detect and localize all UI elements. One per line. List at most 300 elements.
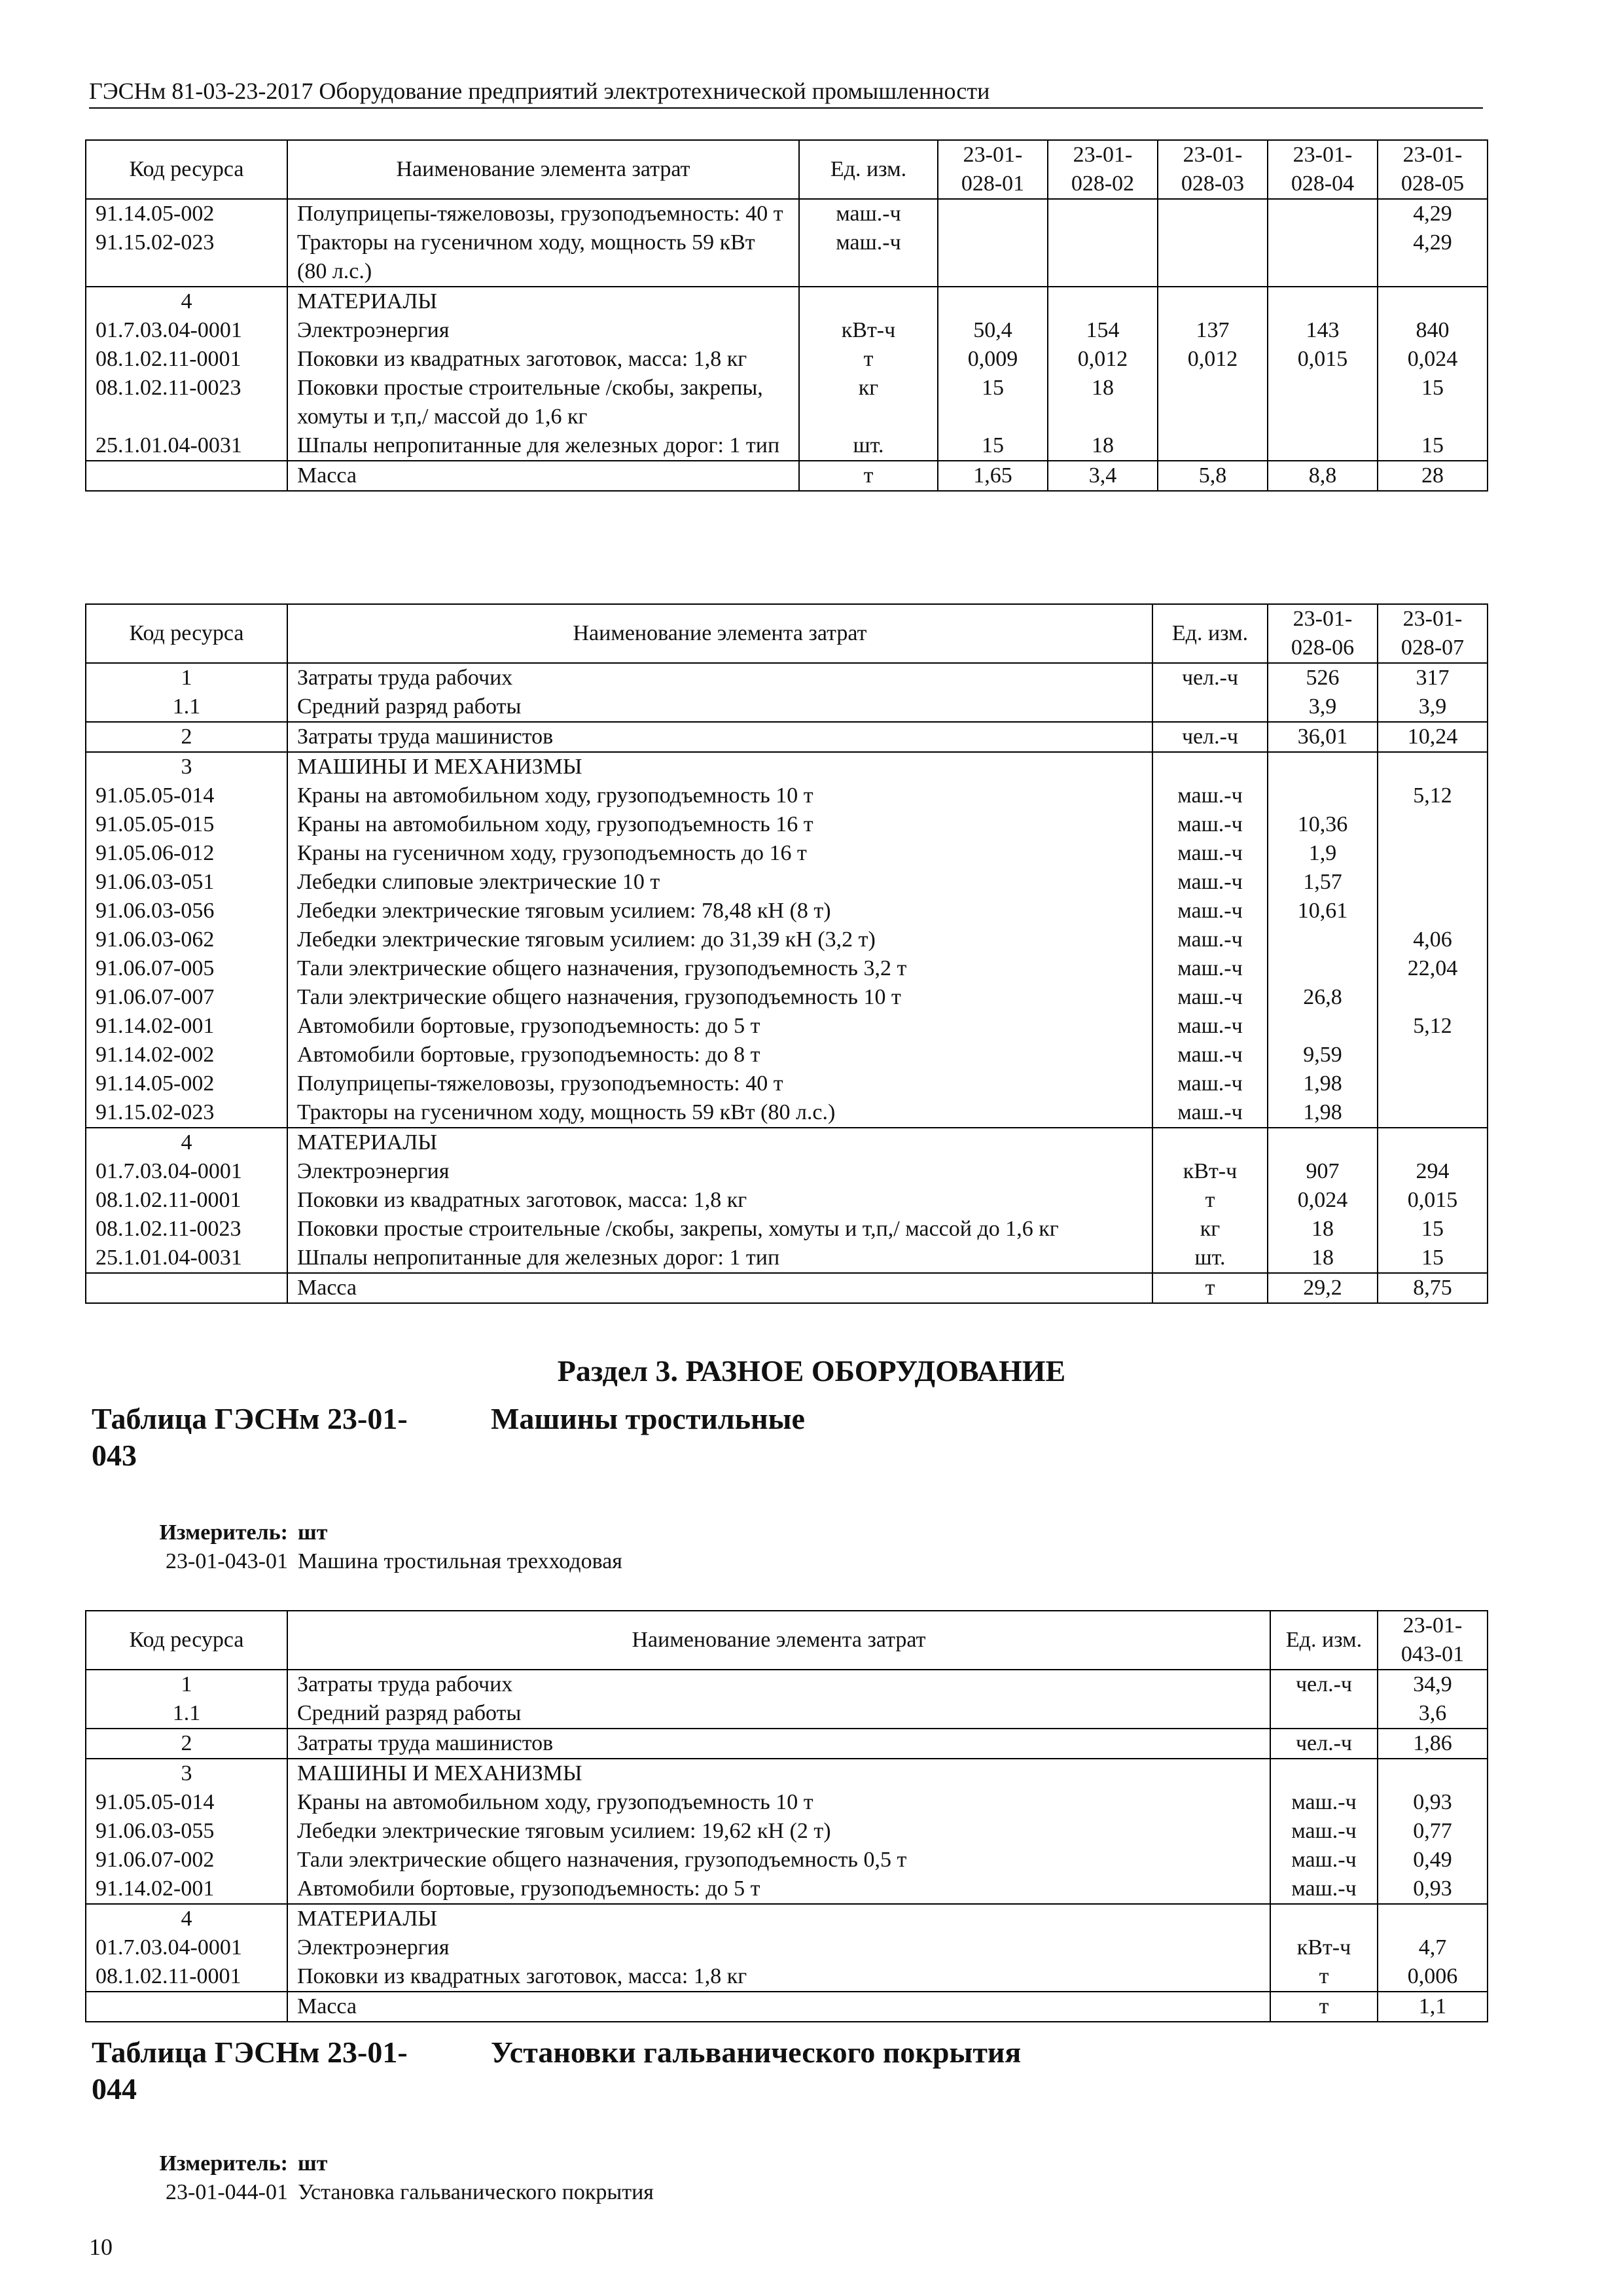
cell-unit: чел.-ч xyxy=(1270,1729,1378,1759)
cell-name: Затраты труда машинистов xyxy=(287,722,1152,752)
cell-code: 1.1 xyxy=(86,1699,287,1729)
cell-code: 3 xyxy=(86,1759,287,1788)
table-row xyxy=(86,1992,1488,2022)
cell-name: Краны на автомобильном ходу, грузоподъемность 16 т xyxy=(287,810,1152,839)
table-number xyxy=(92,1401,458,1474)
machinery-group xyxy=(86,752,1488,1128)
column-header-unit: Ед. изм. xyxy=(1270,1611,1378,1670)
cell-unit xyxy=(1270,1904,1378,1933)
cell-value: 526 xyxy=(1268,663,1378,692)
cell-name: Лебедки электрические тяговым усилием: 19,62 кН (2 т) xyxy=(287,1817,1270,1846)
cell-value: 1,9 xyxy=(1268,839,1378,868)
measure-label: Измеритель: xyxy=(159,2151,288,2176)
cell-unit: маш.-ч xyxy=(1152,810,1268,839)
column-header-unit: Ед. изм. xyxy=(1152,604,1268,663)
table-row xyxy=(86,752,1488,781)
cell-code: 1 xyxy=(86,663,287,692)
cell-code xyxy=(86,1992,287,2022)
cell-value xyxy=(1268,925,1378,954)
cell-value: 0,024 xyxy=(1268,1186,1378,1215)
cell-code: 91.06.03-056 xyxy=(86,897,287,925)
cell-unit: т xyxy=(799,345,938,374)
cell-unit xyxy=(799,287,938,316)
table-row xyxy=(86,228,1488,287)
cell-code: 4 xyxy=(86,1904,287,1933)
cell-unit: маш.-ч xyxy=(799,228,938,287)
cell-value: 1,86 xyxy=(1378,1729,1488,1759)
column-header-norm xyxy=(1158,140,1268,199)
cell-code: 25.1.01.04-0031 xyxy=(86,431,287,461)
cell-unit: маш.-ч xyxy=(799,199,938,228)
cell-unit: чел.-ч xyxy=(1270,1670,1378,1699)
cell-unit: маш.-ч xyxy=(1152,897,1268,925)
cell-value: 5,8 xyxy=(1158,461,1268,491)
cell-name: Электроэнергия xyxy=(287,316,799,345)
cell-code: 91.14.05-002 xyxy=(86,199,287,228)
cell-value: 3,6 xyxy=(1378,1699,1488,1729)
norm-code-part: 028-03 xyxy=(1181,171,1245,196)
materials-group xyxy=(86,1904,1488,1992)
column-header-norm xyxy=(1268,604,1378,663)
measure-block xyxy=(92,2149,288,2207)
cell-name: Поковки из квадратных заготовок, масса: 1,8 кг xyxy=(287,1186,1152,1215)
cell-value xyxy=(1268,228,1378,287)
cell-code: 91.06.03-062 xyxy=(86,925,287,954)
cell-unit: кВт-ч xyxy=(799,316,938,345)
table-row xyxy=(86,1244,1488,1273)
cell-unit: т xyxy=(1152,1186,1268,1215)
cell-code: 4 xyxy=(86,1128,287,1157)
table-row xyxy=(86,374,1488,431)
table-header-row xyxy=(86,604,1488,663)
cell-value: 15 xyxy=(1378,1215,1488,1244)
cell-name: Средний разряд работы xyxy=(287,1699,1270,1729)
cell-code: 91.06.07-002 xyxy=(86,1846,287,1874)
cell-value: 9,59 xyxy=(1268,1041,1378,1069)
cell-code xyxy=(86,1273,287,1303)
cell-unit xyxy=(1152,752,1268,781)
table-028-part-b xyxy=(85,603,1488,1304)
table-row xyxy=(86,692,1488,722)
cell-value xyxy=(1378,868,1488,897)
cell-name: Полуприцепы-тяжеловозы, грузоподъемность: 40 т xyxy=(287,199,799,228)
cell-value xyxy=(1378,983,1488,1012)
column-header-norm xyxy=(1378,604,1488,663)
column-header-name: Наименование элемента затрат xyxy=(287,140,799,199)
table-row xyxy=(86,1874,1488,1904)
cell-value: 0,015 xyxy=(1378,1186,1488,1215)
cell-name: Поковки из квадратных заготовок, масса: 1,8 кг xyxy=(287,1962,1270,1992)
cell-value xyxy=(1378,1128,1488,1157)
mass-group xyxy=(86,461,1488,491)
cell-value: 3,9 xyxy=(1378,692,1488,722)
cell-name: Лебедки электрические тяговым усилием: 78,48 кН (8 т) xyxy=(287,897,1152,925)
cell-value: 5,12 xyxy=(1378,1012,1488,1041)
measure-values xyxy=(298,1518,622,1576)
cell-code: 91.06.03-051 xyxy=(86,868,287,897)
cell-value: 15 xyxy=(938,431,1048,461)
column-header-norm xyxy=(1048,140,1158,199)
cell-code: 91.06.03-055 xyxy=(86,1817,287,1846)
mass-group xyxy=(86,1273,1488,1303)
table-number-line: 043 xyxy=(92,1439,137,1472)
table-row xyxy=(86,199,1488,228)
cell-value: 26,8 xyxy=(1268,983,1378,1012)
norm-code-part: 028-01 xyxy=(961,171,1025,196)
cell-value: 0,49 xyxy=(1378,1846,1488,1874)
cell-value: 143 xyxy=(1268,316,1378,345)
cell-code: 1 xyxy=(86,1670,287,1699)
column-header-code: Код ресурса xyxy=(86,1611,287,1670)
materials-group xyxy=(86,1128,1488,1273)
norm-code-part: 23-01- xyxy=(963,143,1023,167)
cell-value xyxy=(1268,1012,1378,1041)
cell-name: Тали электрические общего назначения, грузоподъемность 10 т xyxy=(287,983,1152,1012)
table-row xyxy=(86,1186,1488,1215)
cell-name: Электроэнергия xyxy=(287,1933,1270,1962)
table-row xyxy=(86,1699,1488,1729)
measure-label: Измеритель: xyxy=(159,1520,288,1545)
cell-name: Затраты труда рабочих xyxy=(287,663,1152,692)
cell-name: Масса xyxy=(287,461,799,491)
cell-code: 08.1.02.11-0023 xyxy=(86,1215,287,1244)
column-header-norm xyxy=(938,140,1048,199)
cell-name: МАТЕРИАЛЫ xyxy=(287,1904,1270,1933)
cell-value: 1,1 xyxy=(1378,1992,1488,2022)
table-row xyxy=(86,1157,1488,1186)
cell-value xyxy=(938,287,1048,316)
table-header-row xyxy=(86,1611,1488,1670)
cell-name: МАШИНЫ И МЕХАНИЗМЫ xyxy=(287,752,1152,781)
cell-value: 18 xyxy=(1268,1244,1378,1273)
cell-value: 1,98 xyxy=(1268,1098,1378,1128)
cell-value xyxy=(1268,752,1378,781)
cell-name: Краны на автомобильном ходу, грузоподъемность 10 т xyxy=(287,1788,1270,1817)
table-row xyxy=(86,810,1488,839)
cell-value: 28 xyxy=(1378,461,1488,491)
cell-code: 4 xyxy=(86,287,287,316)
cell-unit: маш.-ч xyxy=(1152,1012,1268,1041)
cell-unit: кВт-ч xyxy=(1152,1157,1268,1186)
cell-value xyxy=(1378,897,1488,925)
cell-unit: шт. xyxy=(1152,1244,1268,1273)
cell-name: Масса xyxy=(287,1992,1270,2022)
table-row xyxy=(86,1098,1488,1128)
table-row xyxy=(86,1012,1488,1041)
labor-group xyxy=(86,663,1488,752)
cell-name: МАТЕРИАЛЫ xyxy=(287,1128,1152,1157)
cell-unit: т xyxy=(799,461,938,491)
table-row xyxy=(86,1933,1488,1962)
table-row xyxy=(86,1670,1488,1699)
column-header-name: Наименование элемента затрат xyxy=(287,1611,1270,1670)
cell-unit: маш.-ч xyxy=(1270,1846,1378,1874)
cell-name: Краны на гусеничном ходу, грузоподъемность до 16 т xyxy=(287,839,1152,868)
norm-code-part: 028-06 xyxy=(1291,636,1355,660)
cell-code: 2 xyxy=(86,722,287,752)
cell-name: МАШИНЫ И МЕХАНИЗМЫ xyxy=(287,1759,1270,1788)
norm-code-part: 23-01- xyxy=(1293,607,1353,631)
cell-value: 1,65 xyxy=(938,461,1048,491)
table-043 xyxy=(85,1610,1488,2022)
cell-code: 2 xyxy=(86,1729,287,1759)
table-row xyxy=(86,1759,1488,1788)
machinery-group xyxy=(86,199,1488,287)
cell-value: 4,29 xyxy=(1378,228,1488,287)
cell-code: 08.1.02.11-0001 xyxy=(86,345,287,374)
cell-name: Шпалы непропитанные для железных дорог: 1 тип xyxy=(287,431,799,461)
cell-code: 1.1 xyxy=(86,692,287,722)
cell-value: 3,9 xyxy=(1268,692,1378,722)
cell-value xyxy=(1268,374,1378,431)
cell-name: Затраты труда машинистов xyxy=(287,1729,1270,1759)
cell-value: 0,015 xyxy=(1268,345,1378,374)
cell-value xyxy=(938,199,1048,228)
table-028-part-a xyxy=(85,139,1488,492)
cell-unit: маш.-ч xyxy=(1152,954,1268,983)
cell-value: 10,36 xyxy=(1268,810,1378,839)
norm-code-part: 028-05 xyxy=(1400,171,1465,196)
cell-code: 01.7.03.04-0001 xyxy=(86,1157,287,1186)
norm-code-part: 23-01- xyxy=(1073,143,1133,167)
table-row xyxy=(86,722,1488,752)
table-title: Машины тростильные xyxy=(491,1402,805,1435)
cell-value: 317 xyxy=(1378,663,1488,692)
cell-value: 15 xyxy=(1378,1244,1488,1273)
item-name: Машина тростильная трехходовая xyxy=(298,1549,622,1573)
cell-unit: маш.-ч xyxy=(1152,1041,1268,1069)
running-header: ГЭСНм 81-03-23-2017 Оборудование предприятий электротехнической промышленности xyxy=(89,77,1483,109)
cell-code: 91.14.05-002 xyxy=(86,1069,287,1098)
cell-value: 4,7 xyxy=(1378,1933,1488,1962)
cell-unit: маш.-ч xyxy=(1152,781,1268,810)
cell-value: 4,06 xyxy=(1378,925,1488,954)
table-row xyxy=(86,1904,1488,1933)
cell-unit xyxy=(1270,1699,1378,1729)
table-row xyxy=(86,1069,1488,1098)
machinery-group xyxy=(86,1759,1488,1904)
cell-code: 91.15.02-023 xyxy=(86,228,287,287)
cell-value: 1,57 xyxy=(1268,868,1378,897)
cell-code: 91.05.05-015 xyxy=(86,810,287,839)
cell-code: 08.1.02.11-0023 xyxy=(86,374,287,431)
cell-value: 15 xyxy=(938,374,1048,431)
cell-code: 08.1.02.11-0001 xyxy=(86,1186,287,1215)
cell-unit: кВт-ч xyxy=(1270,1933,1378,1962)
cell-value: 0,024 xyxy=(1378,345,1488,374)
norm-code-part: 23-01- xyxy=(1402,607,1463,631)
cell-name: Тали электрические общего назначения, грузоподъемность 0,5 т xyxy=(287,1846,1270,1874)
cell-name: МАТЕРИАЛЫ xyxy=(287,287,799,316)
cell-code: 01.7.03.04-0001 xyxy=(86,1933,287,1962)
cell-name: Поковки простые строительные /скобы, закрепы, хомуты и т,п,/ массой до 1,6 кг xyxy=(287,1215,1152,1244)
table-row xyxy=(86,954,1488,983)
cell-name: Тракторы на гусеничном ходу, мощность 59 кВт (80 л.с.) xyxy=(287,1098,1152,1128)
cell-value xyxy=(938,228,1048,287)
cell-value xyxy=(1378,1904,1488,1933)
table-row xyxy=(86,287,1488,316)
cell-unit: маш.-ч xyxy=(1270,1874,1378,1904)
cell-value xyxy=(1268,287,1378,316)
cell-value: 294 xyxy=(1378,1157,1488,1186)
cell-unit: шт. xyxy=(799,431,938,461)
column-header-norm xyxy=(1378,140,1488,199)
cell-name: Тали электрические общего назначения, грузоподъемность 3,2 т xyxy=(287,954,1152,983)
cell-value: 3,4 xyxy=(1048,461,1158,491)
norm-code-part: 028-07 xyxy=(1400,636,1465,660)
cell-value xyxy=(1378,1041,1488,1069)
cell-value xyxy=(1268,199,1378,228)
cell-value xyxy=(1048,199,1158,228)
cell-value xyxy=(1158,228,1268,287)
cell-name: Полуприцепы-тяжеловозы, грузоподъемность: 40 т xyxy=(287,1069,1152,1098)
table-row xyxy=(86,345,1488,374)
table-row xyxy=(86,431,1488,461)
cell-unit: маш.-ч xyxy=(1152,925,1268,954)
cell-value: 0,012 xyxy=(1048,345,1158,374)
column-header-norm xyxy=(1378,1611,1488,1670)
table-row xyxy=(86,1962,1488,1992)
cell-value xyxy=(1378,752,1488,781)
measure-values xyxy=(298,2149,654,2207)
cell-value: 34,9 xyxy=(1378,1670,1488,1699)
cell-unit xyxy=(1152,1128,1268,1157)
norm-code-part: 028-04 xyxy=(1291,171,1355,196)
cell-value xyxy=(1268,954,1378,983)
table-row xyxy=(86,1846,1488,1874)
cell-name: Автомобили бортовые, грузоподъемность: до 5 т xyxy=(287,1874,1270,1904)
cell-code: 91.14.02-002 xyxy=(86,1041,287,1069)
cell-code: 25.1.01.04-0031 xyxy=(86,1244,287,1273)
column-header-code: Код ресурса xyxy=(86,604,287,663)
cell-unit: маш.-ч xyxy=(1270,1817,1378,1846)
cell-code xyxy=(86,461,287,491)
cell-name: Лебедки электрические тяговым усилием: до 31,39 кН (3,2 т) xyxy=(287,925,1152,954)
table-row xyxy=(86,1817,1488,1846)
cell-value: 1,98 xyxy=(1268,1069,1378,1098)
cell-value: 8,8 xyxy=(1268,461,1378,491)
table-row xyxy=(86,1788,1488,1817)
cell-value xyxy=(1048,287,1158,316)
cell-unit: маш.-ч xyxy=(1152,1069,1268,1098)
cell-unit: т xyxy=(1270,1992,1378,2022)
cell-value xyxy=(1268,1128,1378,1157)
labor-group xyxy=(86,1670,1488,1759)
cell-name: Поковки из квадратных заготовок, масса: 1,8 кг xyxy=(287,345,799,374)
cell-unit: чел.-ч xyxy=(1152,663,1268,692)
item-code: 23-01-043-01 xyxy=(166,1549,288,1573)
table-row xyxy=(86,316,1488,345)
cell-value xyxy=(1378,1759,1488,1788)
cell-unit: т xyxy=(1152,1273,1268,1303)
cell-value xyxy=(1378,1098,1488,1128)
cell-value xyxy=(1378,287,1488,316)
norm-code-part: 23-01- xyxy=(1183,143,1243,167)
cell-code: 91.06.07-005 xyxy=(86,954,287,983)
table-title: Установки гальванического покрытия xyxy=(491,2036,1022,2069)
cell-value: 15 xyxy=(1378,374,1488,431)
table-row xyxy=(86,925,1488,954)
table-row xyxy=(86,897,1488,925)
cell-value: 137 xyxy=(1158,316,1268,345)
mass-group xyxy=(86,1992,1488,2022)
table-row xyxy=(86,1128,1488,1157)
cell-unit xyxy=(1152,692,1268,722)
table-row xyxy=(86,781,1488,810)
table-row xyxy=(86,1041,1488,1069)
column-header-unit: Ед. изм. xyxy=(799,140,938,199)
cell-value: 0,012 xyxy=(1158,345,1268,374)
cell-code: 91.14.02-001 xyxy=(86,1874,287,1904)
cell-code: 91.06.07-007 xyxy=(86,983,287,1012)
cell-value: 907 xyxy=(1268,1157,1378,1186)
norm-code-part: 028-02 xyxy=(1071,171,1135,196)
cell-value xyxy=(1158,374,1268,431)
cell-unit: маш.-ч xyxy=(1152,1098,1268,1128)
cell-name: Шпалы непропитанные для железных дорог: 1 тип xyxy=(287,1244,1152,1273)
cell-value: 0,77 xyxy=(1378,1817,1488,1846)
cell-value: 0,006 xyxy=(1378,1962,1488,1992)
cell-value: 22,04 xyxy=(1378,954,1488,983)
cell-value: 0,93 xyxy=(1378,1788,1488,1817)
cell-value: 18 xyxy=(1268,1215,1378,1244)
column-header-name: Наименование элемента затрат xyxy=(287,604,1152,663)
materials-group xyxy=(86,287,1488,461)
cell-value xyxy=(1268,431,1378,461)
cell-unit: маш.-ч xyxy=(1152,983,1268,1012)
table-number-line: Таблица ГЭСНм 23-01- xyxy=(92,1402,408,1435)
cell-name: Автомобили бортовые, грузоподъемность: до 8 т xyxy=(287,1041,1152,1069)
norm-code-part: 23-01- xyxy=(1402,143,1463,167)
cell-value: 840 xyxy=(1378,316,1488,345)
table-number xyxy=(92,2034,458,2108)
cell-name: Масса xyxy=(287,1273,1152,1303)
cell-code: 91.05.05-014 xyxy=(86,1788,287,1817)
cell-unit: маш.-ч xyxy=(1152,868,1268,897)
section-title: Раздел 3. РАЗНОЕ ОБОРУДОВАНИЕ xyxy=(557,1354,1066,1388)
norm-code-part: 23-01- xyxy=(1293,143,1353,167)
cell-name: Поковки простые строительные /скобы, закрепы, хомуты и т,п,/ массой до 1,6 кг xyxy=(287,374,799,431)
cell-code: 01.7.03.04-0001 xyxy=(86,316,287,345)
norm-code-part: 043-01 xyxy=(1400,1642,1465,1666)
cell-unit: чел.-ч xyxy=(1152,722,1268,752)
cell-name: Затраты труда рабочих xyxy=(287,1670,1270,1699)
cell-value: 5,12 xyxy=(1378,781,1488,810)
table-row xyxy=(86,663,1488,692)
cell-unit: кг xyxy=(799,374,938,431)
cell-code: 91.05.05-014 xyxy=(86,781,287,810)
cell-value: 0,009 xyxy=(938,345,1048,374)
table-row xyxy=(86,461,1488,491)
cell-value xyxy=(1158,287,1268,316)
measure-unit: шт xyxy=(298,2151,328,2176)
cell-name: Краны на автомобильном ходу, грузоподъемность 10 т xyxy=(287,781,1152,810)
cell-value xyxy=(1048,228,1158,287)
cell-code: 3 xyxy=(86,752,287,781)
cell-code: 91.15.02-023 xyxy=(86,1098,287,1128)
table-row xyxy=(86,1273,1488,1303)
table-header-row xyxy=(86,140,1488,199)
cell-value xyxy=(1158,431,1268,461)
table-row xyxy=(86,839,1488,868)
cell-value: 50,4 xyxy=(938,316,1048,345)
cell-value: 15 xyxy=(1378,431,1488,461)
cell-unit: кг xyxy=(1152,1215,1268,1244)
cell-name: Тракторы на гусеничном ходу, мощность 59 кВт (80 л.с.) xyxy=(287,228,799,287)
table-number-line: 044 xyxy=(92,2072,137,2106)
measure-unit: шт xyxy=(298,1520,328,1545)
cell-code: 91.14.02-001 xyxy=(86,1012,287,1041)
